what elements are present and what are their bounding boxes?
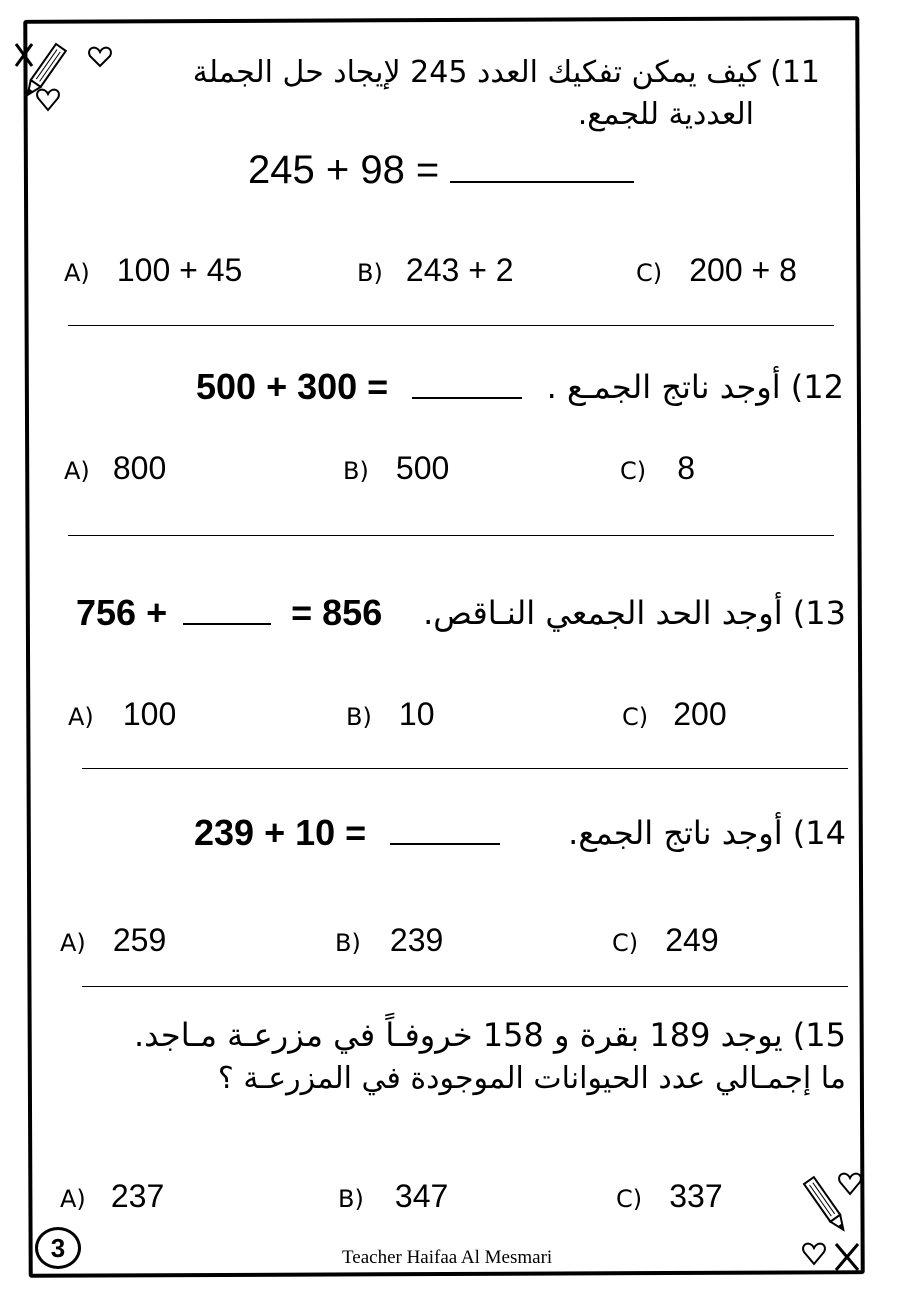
q11-equation: 245 + 98 = [248, 148, 634, 193]
q13-option-b[interactable]: B) 10 [346, 696, 435, 732]
q11-option-c[interactable]: C) 200 + 8 [636, 252, 797, 288]
q12-line [547, 370, 844, 404]
q13-equation: 756 + = 856 [76, 592, 383, 633]
q11-text: كيف يمكن تفكيك العدد 245 لإيجاد حل الجملة [192, 55, 761, 90]
q14-equation: 239 + 10 = [194, 812, 500, 854]
q14-option-c[interactable]: C) 249 [612, 922, 719, 958]
q15-line2: ما إجمـالي عدد الحيوانات الموجودة في المزرعـة ؟ [217, 1061, 846, 1096]
divider [68, 325, 834, 326]
q11-number: 11) [770, 55, 820, 90]
q14-line [568, 816, 846, 850]
q15-option-c[interactable]: C) 337 [616, 1178, 723, 1214]
q11-line1 [193, 56, 820, 90]
q14-text: أوجد ناتج الجمع. [568, 814, 783, 852]
q15-number: 15) [792, 1016, 846, 1054]
q14-option-b[interactable]: B) 239 [335, 922, 444, 958]
pencil-icon [790, 1166, 880, 1278]
q12-option-b[interactable]: B) 500 [343, 450, 450, 486]
page-number: 3 [35, 1227, 81, 1269]
q13-option-a[interactable]: A) 100 [68, 696, 177, 732]
q12-option-a[interactable]: A) 800 [64, 450, 167, 486]
q15-option-b[interactable]: B) 347 [338, 1178, 449, 1214]
q15-option-a[interactable]: A) 237 [60, 1178, 165, 1214]
q15-text: يوجد 189 بقرة و 158 خروفـاً في مزرعـة مـاجد. [133, 1016, 783, 1054]
q13-number: 13) [792, 594, 846, 632]
q12-option-c[interactable]: C) 8 [620, 450, 696, 486]
q13-line [423, 596, 846, 630]
q12-equation: 500 + 300 = [196, 366, 522, 408]
q11-option-b[interactable]: B) 243 + 2 [357, 252, 514, 288]
q11-line2: العددية للجمع. [577, 97, 754, 132]
q13-text: أوجد الحد الجمعي النـاقص. [423, 594, 783, 632]
teacher-credit: Teacher Haifaa Al Mesmari [342, 1247, 553, 1268]
q14-option-a[interactable]: A) 259 [60, 922, 167, 958]
q14-number: 14) [792, 814, 846, 852]
divider [82, 986, 848, 987]
divider [82, 768, 848, 769]
q13-option-c[interactable]: C) 200 [622, 696, 727, 732]
q12-text: أوجد ناتج الجمـع . [546, 368, 781, 406]
q15-line1 [134, 1018, 846, 1052]
q11-option-a[interactable]: A) 100 + 45 [64, 252, 243, 288]
q12-number: 12) [790, 368, 844, 406]
divider [68, 535, 834, 536]
pencil-icon [8, 38, 128, 118]
